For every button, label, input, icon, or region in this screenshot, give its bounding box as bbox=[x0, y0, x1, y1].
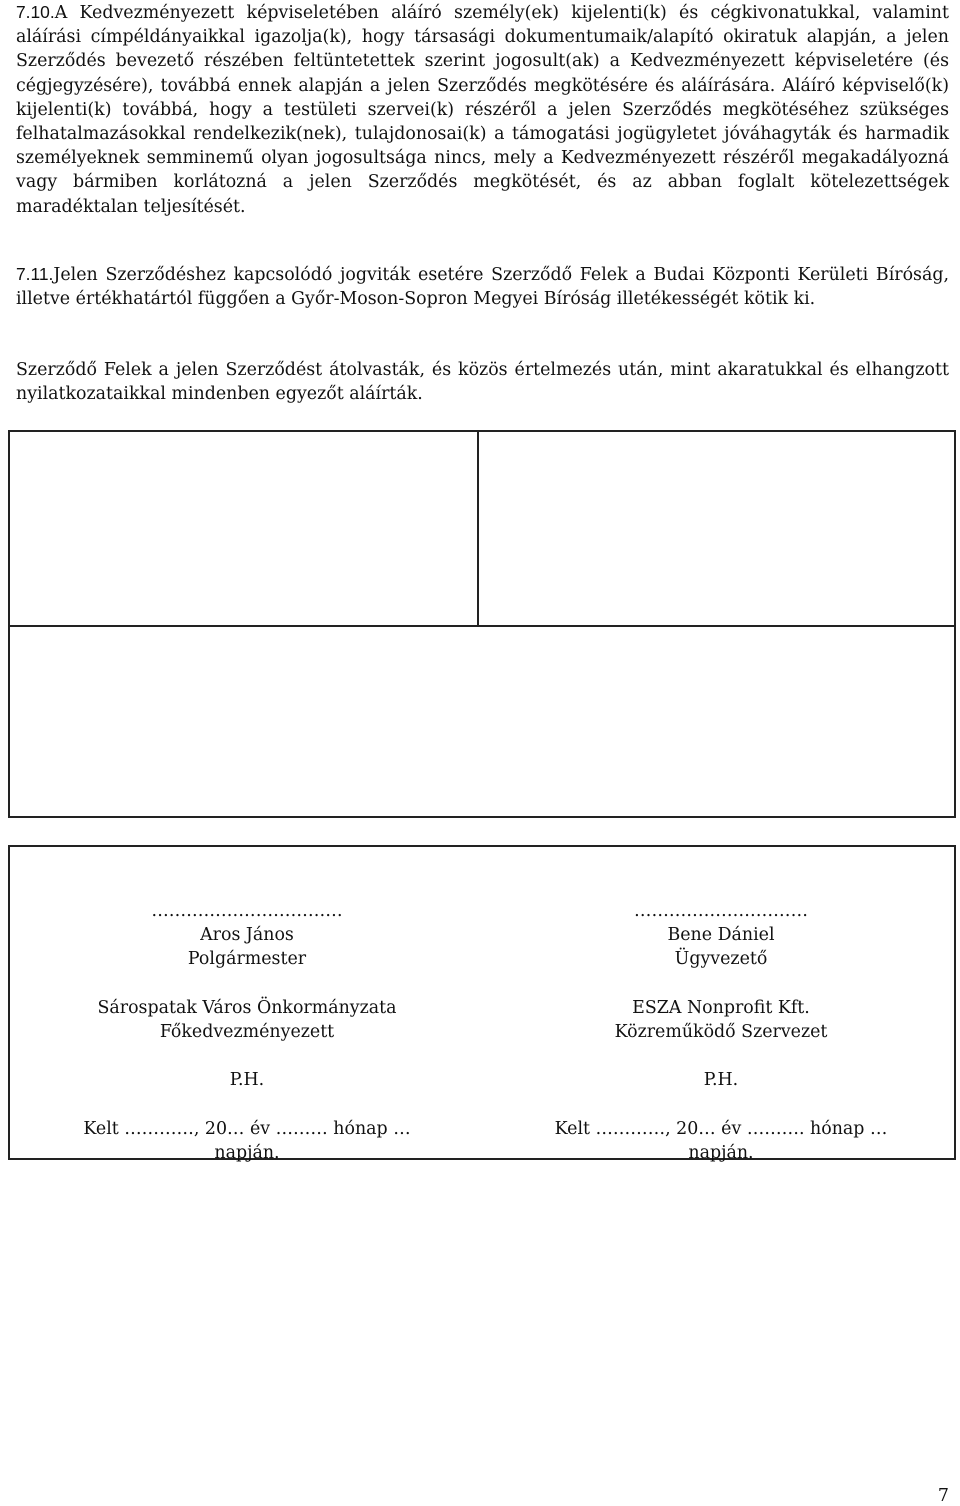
date-line: Kelt …………, 20… év ……… hónap … bbox=[83, 1118, 411, 1139]
signatory-name: Aros János bbox=[200, 925, 294, 946]
signature-cell-bottom bbox=[10, 627, 954, 816]
paragraph-number: 7.11. bbox=[16, 264, 54, 284]
paragraph-text: A Kedvezményezett képviseletében aláíró személy(ek) kijelenti(k) és cégkivonatukkal, valamint aláírási címpéldányaikkal igazolja(k), hogy társasági dokumentumaik/alapító okiratuk alapján, a jelen Szerződés bevezető részében feltüntetettek szerint jogosult(ak) a Kedvezményezett képviseletére (és cégjegyzésére), továbbá ennek alapján a jelen Szerződés megkötésére és aláírására. Aláíró képviselő(k) kijelenti(k) továbbá, hogy a testületi szervei(k) részéről a jelen Szerződés megkötéséhez szükséges felhatalmazásokkal rendelkezik(nek), tulajdonosai(k) a támogatási jogügyletet jóváhagyták és harmadik személyeknek semminemű olyan jogosultsága nincs, mely a Kedvezményezett részéről megakadályozná vagy bármiben korlátozná a jelen Szerződés megkötését, és az abban foglalt kötelezettségek maradéktalan teljesítését. bbox=[16, 3, 949, 217]
paragraph-text: Szerződő Felek a jelen Szerződést átolvasták, és közös értelmezés után, mint akaratukkal és elhangzott nyilatkozataikkal mindenben egyezőt aláírták. bbox=[16, 360, 949, 405]
signatory-right bbox=[484, 899, 958, 1165]
paragraph-7-11 bbox=[16, 262, 949, 311]
signatory-title: Ügyvezető bbox=[674, 949, 768, 970]
paragraph-number: 7.10. bbox=[16, 2, 55, 22]
signatory-role: Közreműködő Szervezet bbox=[614, 1021, 828, 1042]
signatory-organization: ESZA Nonprofit Kft. bbox=[632, 997, 810, 1018]
signature-cell-top-right bbox=[479, 432, 954, 627]
signature-line: …………………………… bbox=[151, 901, 343, 921]
date-line-end: napján. bbox=[214, 1142, 280, 1163]
paragraph-7-10 bbox=[16, 0, 949, 219]
signatory-left bbox=[10, 899, 484, 1165]
paragraph-text: Jelen Szerződéshez kapcsolódó jogviták esetére Szerződő Felek a Budai Központi Kerületi Bíróság, illetve értékhatártól függően a Győr-Moson-Sopron Megyei Bíróság illetékességét kötik ki. bbox=[16, 265, 949, 310]
signatory-role: Főkedvezményezett bbox=[159, 1021, 335, 1042]
date-line-end: napján. bbox=[688, 1142, 754, 1163]
signatory-name: Bene Dániel bbox=[667, 925, 775, 946]
stamp-label: P.H. bbox=[703, 1070, 739, 1091]
signature-cell-top-left bbox=[10, 432, 479, 627]
signature-table bbox=[8, 430, 956, 818]
page-number: 7 bbox=[937, 1486, 949, 1506]
signature-block bbox=[8, 845, 956, 1163]
closing-paragraph bbox=[16, 358, 949, 406]
signature-line: ………………………… bbox=[634, 901, 808, 921]
signatory-organization: Sárospatak Város Önkormányzata bbox=[97, 997, 397, 1018]
date-line: Kelt …………, 20… év ………. hónap … bbox=[554, 1118, 888, 1139]
stamp-label: P.H. bbox=[229, 1070, 265, 1091]
signatory-title: Polgármester bbox=[187, 949, 307, 970]
